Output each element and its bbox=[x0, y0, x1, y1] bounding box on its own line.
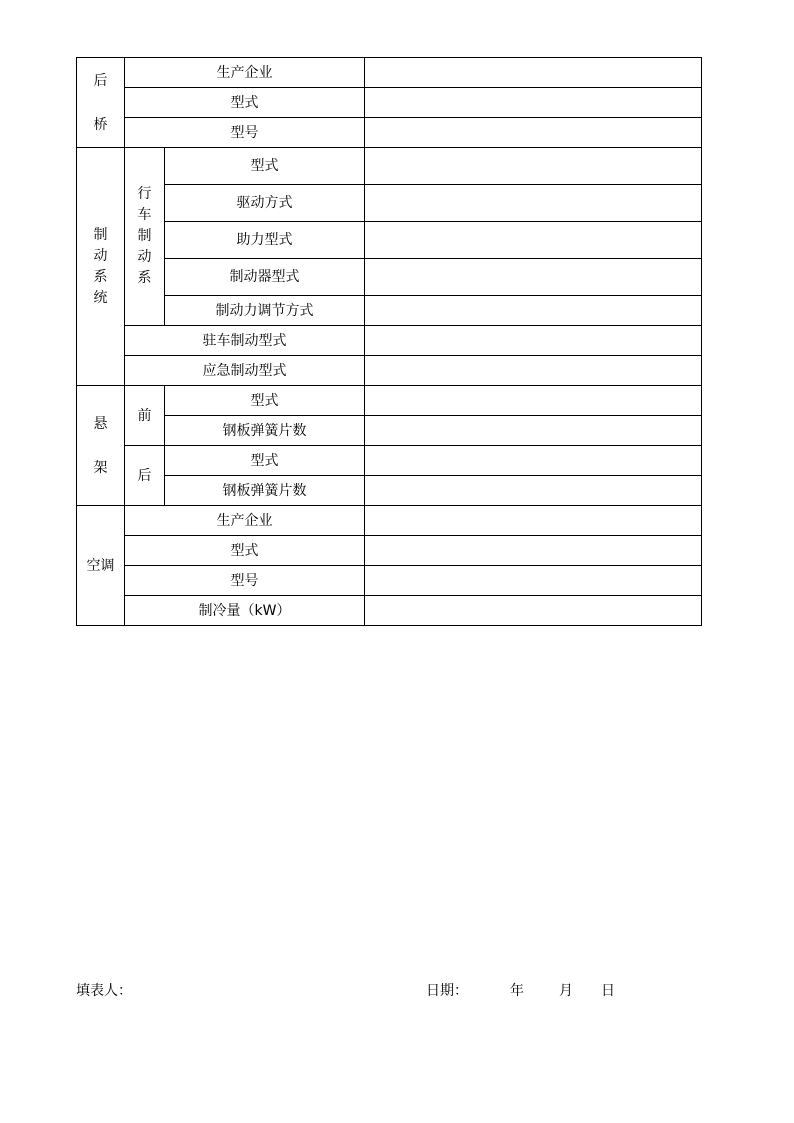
group-rear-axle: 后 桥 bbox=[77, 58, 125, 148]
value-cell[interactable] bbox=[365, 476, 702, 506]
row-label-cooling-capacity: 制冷量（kW） bbox=[125, 596, 365, 626]
value-cell[interactable] bbox=[365, 506, 702, 536]
group-suspension: 悬 架 bbox=[77, 386, 125, 506]
group-brake-system: 制 动 系 统 bbox=[77, 148, 125, 386]
value-cell[interactable] bbox=[365, 356, 702, 386]
row-label-type: 型式 bbox=[165, 148, 365, 185]
filler-label: 填表人： bbox=[76, 983, 132, 999]
table-row bbox=[77, 446, 702, 476]
row-label-leaf-spring-count: 钢板弹簧片数 bbox=[165, 476, 365, 506]
row-label-type: 型式 bbox=[165, 446, 365, 476]
value-cell[interactable] bbox=[365, 446, 702, 476]
table-row bbox=[77, 536, 702, 566]
table-row bbox=[77, 416, 702, 446]
row-label-emergency-brake: 应急制动型式 bbox=[125, 356, 365, 386]
row-label-force-adjust: 制动力调节方式 bbox=[165, 296, 365, 326]
table-row bbox=[77, 296, 702, 326]
value-cell[interactable] bbox=[365, 326, 702, 356]
row-label-type: 型式 bbox=[125, 88, 365, 118]
group-air-conditioning: 空调 bbox=[77, 506, 125, 626]
table-row bbox=[77, 118, 702, 148]
row-label-type: 型式 bbox=[165, 386, 365, 416]
row-label-manufacturer: 生产企业 bbox=[125, 506, 365, 536]
value-cell[interactable] bbox=[365, 386, 702, 416]
row-label-leaf-spring-count: 钢板弹簧片数 bbox=[165, 416, 365, 446]
table-row bbox=[77, 259, 702, 296]
group-suspension-front: 前 bbox=[125, 386, 165, 446]
value-cell[interactable] bbox=[365, 296, 702, 326]
vehicle-spec-table bbox=[76, 57, 702, 626]
row-label-assist-type: 助力型式 bbox=[165, 222, 365, 259]
value-cell[interactable] bbox=[365, 88, 702, 118]
value-cell[interactable] bbox=[365, 222, 702, 259]
table-row bbox=[77, 148, 702, 185]
table-row bbox=[77, 596, 702, 626]
value-cell[interactable] bbox=[365, 259, 702, 296]
table-row bbox=[77, 58, 702, 88]
value-cell[interactable] bbox=[365, 185, 702, 222]
table-row bbox=[77, 356, 702, 386]
value-cell[interactable] bbox=[365, 566, 702, 596]
value-cell[interactable] bbox=[365, 536, 702, 566]
row-label-drive-mode: 驱动方式 bbox=[165, 185, 365, 222]
value-cell[interactable] bbox=[365, 416, 702, 446]
value-cell[interactable] bbox=[365, 596, 702, 626]
value-cell[interactable] bbox=[365, 58, 702, 88]
day-label: 日 bbox=[601, 983, 615, 999]
row-label-parking-brake: 驻车制动型式 bbox=[125, 326, 365, 356]
value-cell[interactable] bbox=[365, 118, 702, 148]
row-label-manufacturer: 生产企业 bbox=[125, 58, 365, 88]
group-suspension-rear: 后 bbox=[125, 446, 165, 506]
table-row bbox=[77, 476, 702, 506]
year-label: 年 bbox=[510, 983, 524, 999]
row-label-brake-type: 制动器型式 bbox=[165, 259, 365, 296]
table-row bbox=[77, 386, 702, 416]
row-label-model: 型号 bbox=[125, 566, 365, 596]
table-row bbox=[77, 506, 702, 536]
table-row bbox=[77, 566, 702, 596]
table-row bbox=[77, 88, 702, 118]
table-row bbox=[77, 222, 702, 259]
table-row bbox=[77, 185, 702, 222]
date-label: 日期： bbox=[426, 983, 468, 999]
month-label: 月 bbox=[559, 983, 573, 999]
table-row bbox=[77, 326, 702, 356]
group-service-brake: 行 车 制 动 系 bbox=[125, 148, 165, 326]
row-label-type: 型式 bbox=[125, 536, 365, 566]
value-cell[interactable] bbox=[365, 148, 702, 185]
row-label-model: 型号 bbox=[125, 118, 365, 148]
